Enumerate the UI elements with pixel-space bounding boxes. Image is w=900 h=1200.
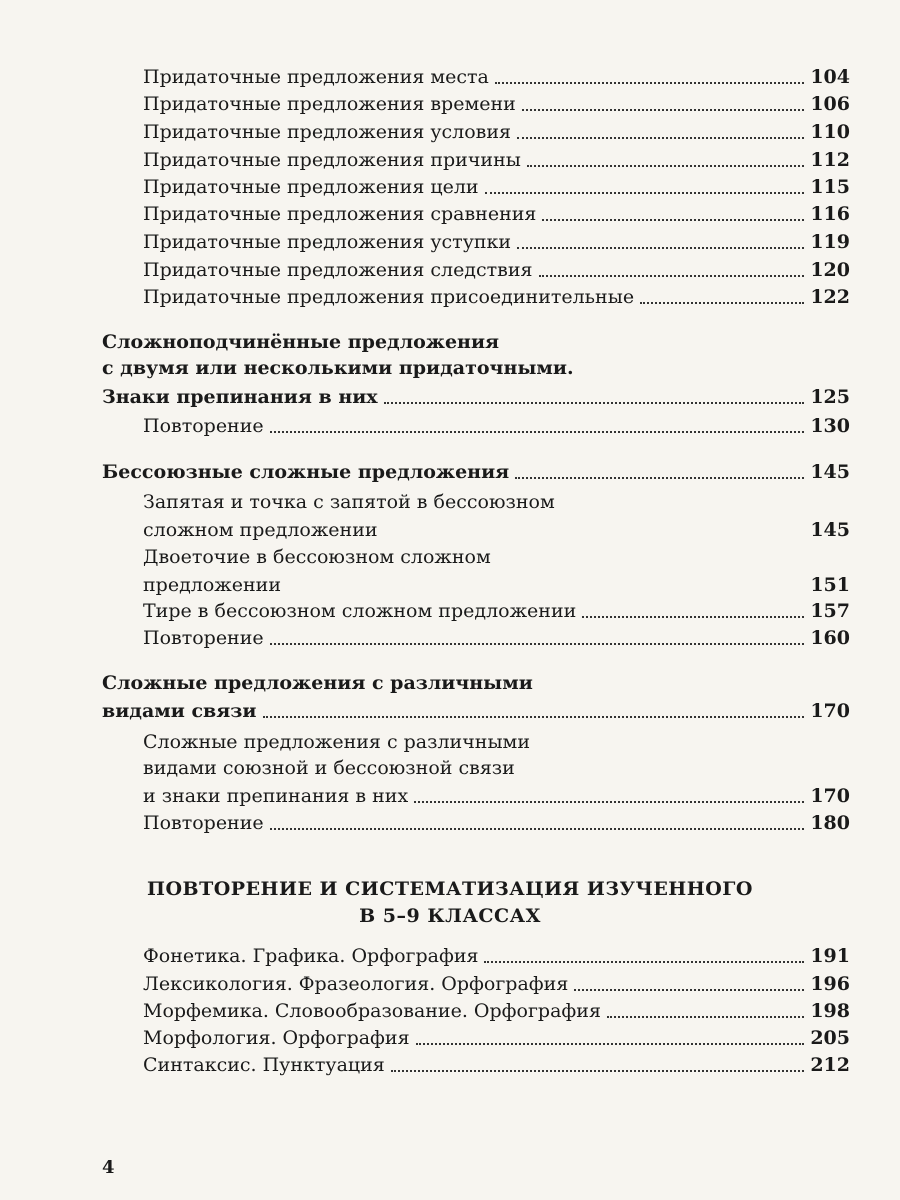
toc-entry-page: 122 <box>810 286 850 308</box>
toc-entry-title: Повторение <box>143 627 264 649</box>
toc-entry <box>143 412 850 438</box>
section-title-line: с двумя или несколькими придаточными. <box>102 357 574 379</box>
toc-entry-page: 116 <box>810 203 850 225</box>
review-heading: В 5–9 КЛАССАХ <box>359 905 541 927</box>
toc-entry <box>143 624 850 650</box>
section-entry-page: 170 <box>810 700 850 722</box>
toc-entry-page: 180 <box>810 812 850 834</box>
dot-leader <box>270 431 804 433</box>
section-title-line: Сложноподчинённые предложения <box>102 331 500 353</box>
toc-entry <box>143 63 850 89</box>
dot-leader <box>527 165 804 167</box>
toc-entry <box>143 228 850 254</box>
toc-entry-page: 212 <box>810 1054 850 1076</box>
toc-entry <box>143 1024 850 1050</box>
toc-entry <box>143 571 850 597</box>
section-entry-title: Знаки препинания в них <box>102 386 378 408</box>
section-entry-page: 125 <box>810 386 850 408</box>
toc-entry <box>143 90 850 116</box>
dot-leader <box>522 109 804 111</box>
dot-leader <box>414 801 804 803</box>
dot-leader <box>384 402 804 404</box>
toc-entry-page: 151 <box>810 574 850 596</box>
section-entry-page: 145 <box>810 461 850 483</box>
toc-entry-page: 145 <box>810 519 850 541</box>
dot-leader <box>270 828 804 830</box>
toc-entry <box>143 942 850 968</box>
section-entry <box>102 383 850 409</box>
toc-entry-page: 104 <box>810 66 850 88</box>
toc-entry-page: 191 <box>810 945 850 967</box>
toc-entry <box>143 256 850 282</box>
toc-entry <box>143 283 850 309</box>
toc-entry-title: Придаточные предложения следствия <box>143 259 533 281</box>
section-entry <box>102 697 850 723</box>
toc-entry-line: видами союзной и бессоюзной связи <box>143 757 515 779</box>
toc-entry-title: Повторение <box>143 415 264 437</box>
toc-entry-line: Запятая и точка с запятой в бессоюзном <box>143 491 555 513</box>
toc-entry-page: 170 <box>810 785 850 807</box>
dot-leader <box>263 716 804 718</box>
dot-leader <box>485 192 804 194</box>
toc-entry-page: 112 <box>810 149 850 171</box>
section-entry <box>102 458 850 484</box>
dot-leader <box>640 302 804 304</box>
toc-entry-title: Придаточные предложения уступки <box>143 231 512 253</box>
dot-leader <box>495 82 804 84</box>
section-title-line: Сложные предложения с различными <box>102 672 533 694</box>
toc-entry <box>143 146 850 172</box>
toc-entry-title: Фонетика. Графика. Орфография <box>143 945 479 967</box>
toc-entry <box>143 782 850 808</box>
dot-leader <box>484 961 804 963</box>
toc-entry-page: 160 <box>810 627 850 649</box>
toc-entry-title: Придаточные предложения присоединительные <box>143 286 635 308</box>
toc-entry <box>143 597 850 623</box>
toc-entry-title: Придаточные предложения условия <box>143 121 512 143</box>
section-entry-title: видами связи <box>102 700 257 722</box>
dot-leader <box>539 275 804 277</box>
toc-entry-title: Лексикология. Фразеология. Орфография <box>143 973 569 995</box>
toc-entry <box>143 809 850 835</box>
toc-entry-page: 130 <box>810 415 850 437</box>
toc-entry-line: Двоеточие в бессоюзном сложном <box>143 546 491 568</box>
dot-leader <box>582 616 804 618</box>
toc-entry-title: и знаки препинания в них <box>143 785 409 807</box>
toc-entry-page: 205 <box>810 1027 850 1049</box>
toc-entry-page: 198 <box>810 1000 850 1022</box>
toc-entry-title: Морфемика. Словообразование. Орфография <box>143 1000 601 1022</box>
toc-entry <box>143 200 850 226</box>
toc-entry-title: сложном предложении <box>143 519 378 541</box>
toc-entry <box>143 970 850 996</box>
toc-entry-page: 115 <box>810 176 850 198</box>
toc-entry-page: 196 <box>810 973 850 995</box>
toc-entry <box>143 997 850 1023</box>
toc-entry-title: Тире в бессоюзном сложном предложении <box>143 600 577 622</box>
toc-entry <box>143 1051 850 1077</box>
dot-leader <box>416 1043 804 1045</box>
dot-leader <box>270 643 804 645</box>
toc-entry-page: 120 <box>810 259 850 281</box>
toc-entry-title: Синтаксис. Пунктуация <box>143 1054 385 1076</box>
toc-entry-page: 119 <box>810 231 850 253</box>
dot-leader <box>607 1016 804 1018</box>
dot-leader <box>517 247 804 249</box>
dot-leader <box>517 137 804 139</box>
page-number: 4 <box>102 1157 115 1178</box>
toc-entry-title: Придаточные предложения цели <box>143 176 479 198</box>
toc-entry-title: Придаточные предложения сравнения <box>143 203 537 225</box>
toc-entry-title: Придаточные предложения места <box>143 66 489 88</box>
toc-entry <box>143 118 850 144</box>
dot-leader <box>515 477 804 479</box>
dot-leader <box>574 989 804 991</box>
dot-leader <box>542 219 804 221</box>
toc-entry-page: 157 <box>810 600 850 622</box>
toc-entry-page: 106 <box>810 93 850 115</box>
toc-entry-title: предложении <box>143 574 281 596</box>
toc-entry-title: Придаточные предложения причины <box>143 149 521 171</box>
dot-leader <box>391 1070 804 1072</box>
toc-entry-title: Морфология. Орфография <box>143 1027 410 1049</box>
toc-entry <box>143 173 850 199</box>
toc-entry-line: Сложные предложения с различными <box>143 731 531 753</box>
toc-entry <box>143 516 850 542</box>
toc-entry-title: Повторение <box>143 812 264 834</box>
review-heading: ПОВТОРЕНИЕ И СИСТЕМАТИЗАЦИЯ ИЗУЧЕННОГО <box>147 878 753 900</box>
toc-entry-title: Придаточные предложения времени <box>143 93 516 115</box>
section-entry-title: Бессоюзные сложные предложения <box>102 461 510 483</box>
toc-entry-page: 110 <box>810 121 850 143</box>
